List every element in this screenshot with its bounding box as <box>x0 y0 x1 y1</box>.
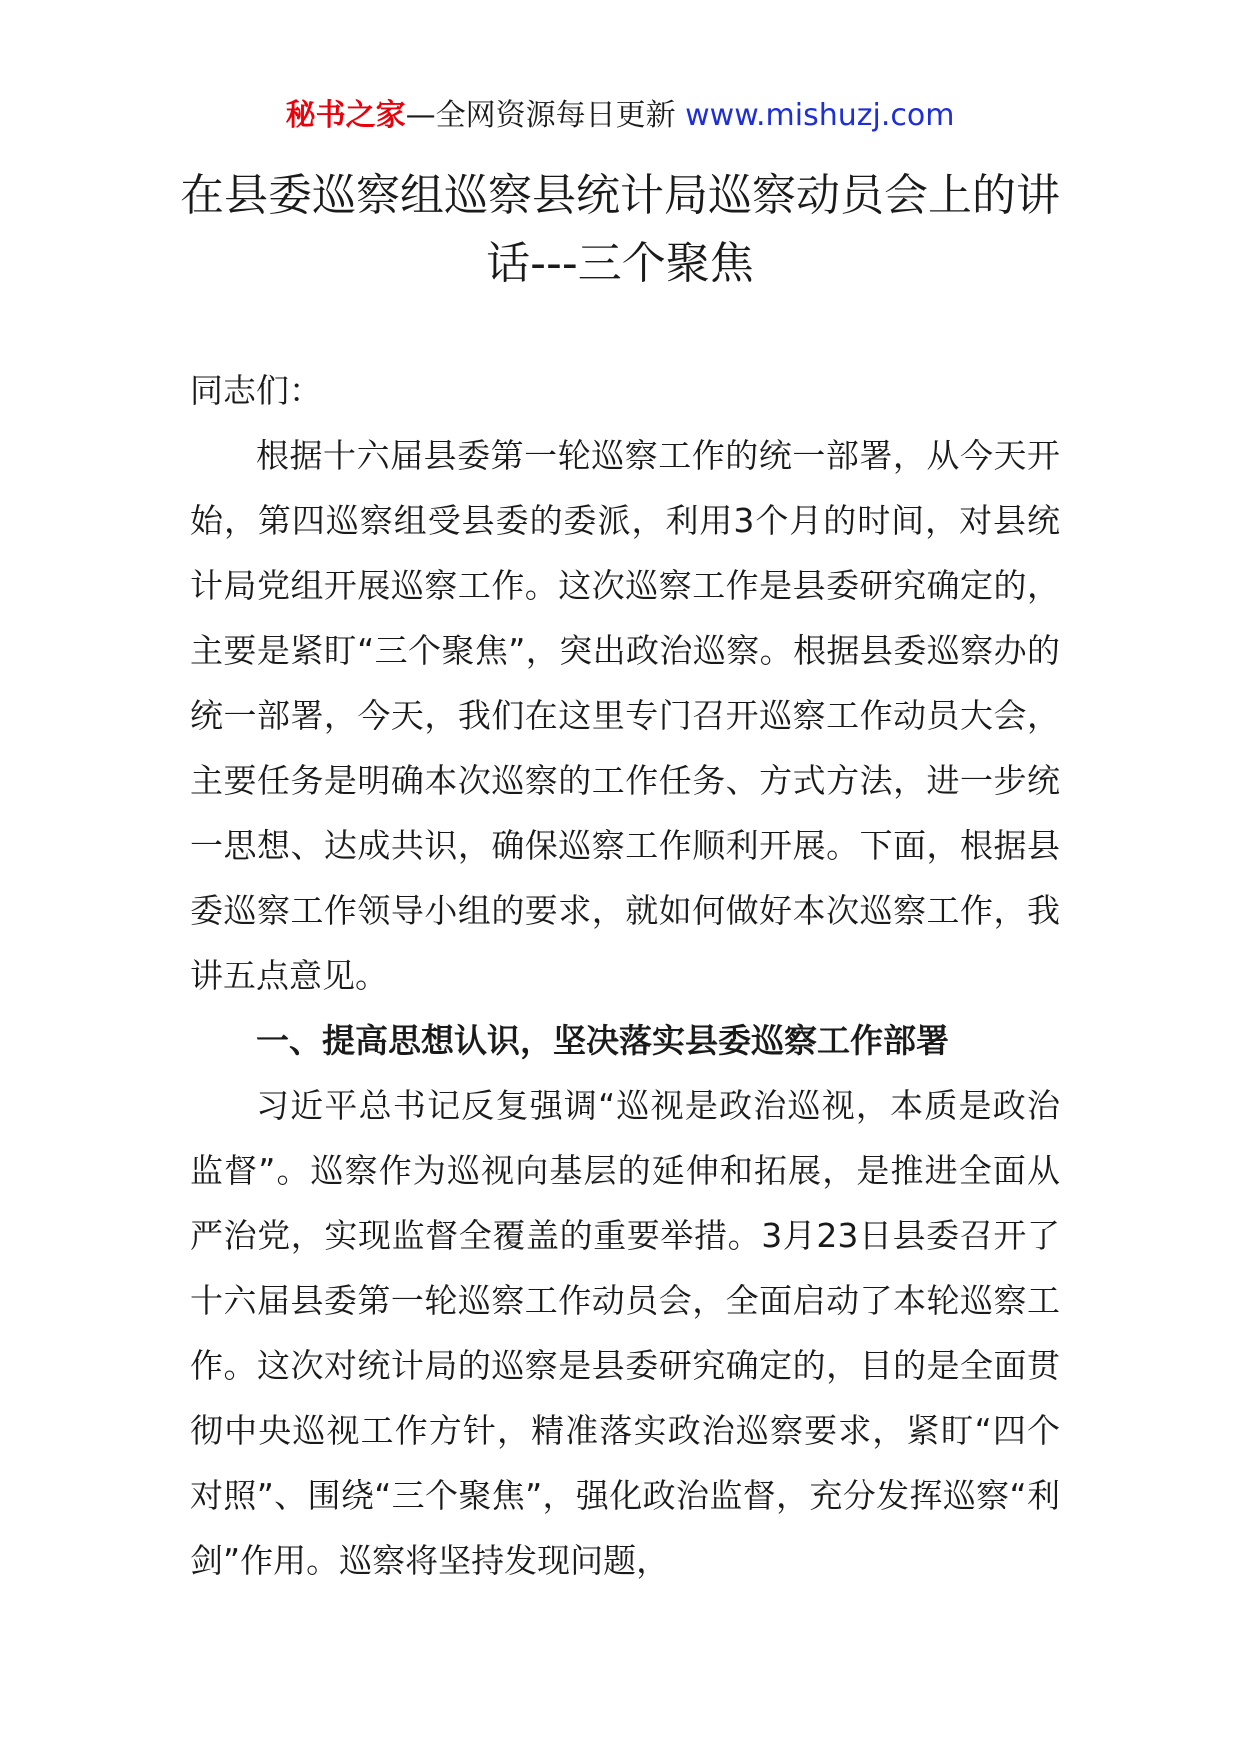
section-heading: 一、提高思想认识，坚决落实县委巡察工作部署 <box>256 1021 949 1060</box>
brand-name: 秘书之家 <box>285 98 406 133</box>
site-url-link[interactable]: www.mishuzj.com <box>685 98 955 133</box>
section-paragraph: 习近平总书记反复强调“巡视是政治巡视，本质是政治监督”。巡察作为巡视向基层的延伸和拓展，是推进全面从严治党，实现监督全覆盖的重要举措。3月23日县委召开了十六届县委第一轮巡察工作动员会，全面启动了本轮巡察工作。这次对统计局的巡察是县委研究确定的，目的是全面贯彻中央巡视工作方针，精准落实政治巡察要求，紧盯“四个对照”、围绕“三个聚焦”，强化政治监督，充分发挥巡察“利剑”作用。巡察将坚持发现问题， <box>190 1086 1060 1580</box>
salutation: 同志们： <box>190 371 322 410</box>
document-title: 在县委巡察组巡察县统计局巡察动员会上的讲话---三个聚焦 <box>180 170 1060 289</box>
header-slogan: —全网资源每日更新 <box>405 98 686 133</box>
site-header <box>0 96 1240 136</box>
document-body <box>190 358 1060 1593</box>
body-paragraph: 根据十六届县委第一轮巡察工作的统一部署，从今天开始，第四巡察组受县委的委派，利用3个月的时间，对县统计局党组开展巡察工作。这次巡察工作是县委研究确定的，主要是紧盯“三个聚焦”，突出政治巡察。根据县委巡察办的统一部署，今天，我们在这里专门召开巡察工作动员大会，主要任务是明确本次巡察的工作任务、方式方法，进一步统一思想、达成共识，确保巡察工作顺利开展。下面，根据县委巡察工作领导小组的要求，就如何做好本次巡察工作，我讲五点意见。 <box>190 436 1060 995</box>
